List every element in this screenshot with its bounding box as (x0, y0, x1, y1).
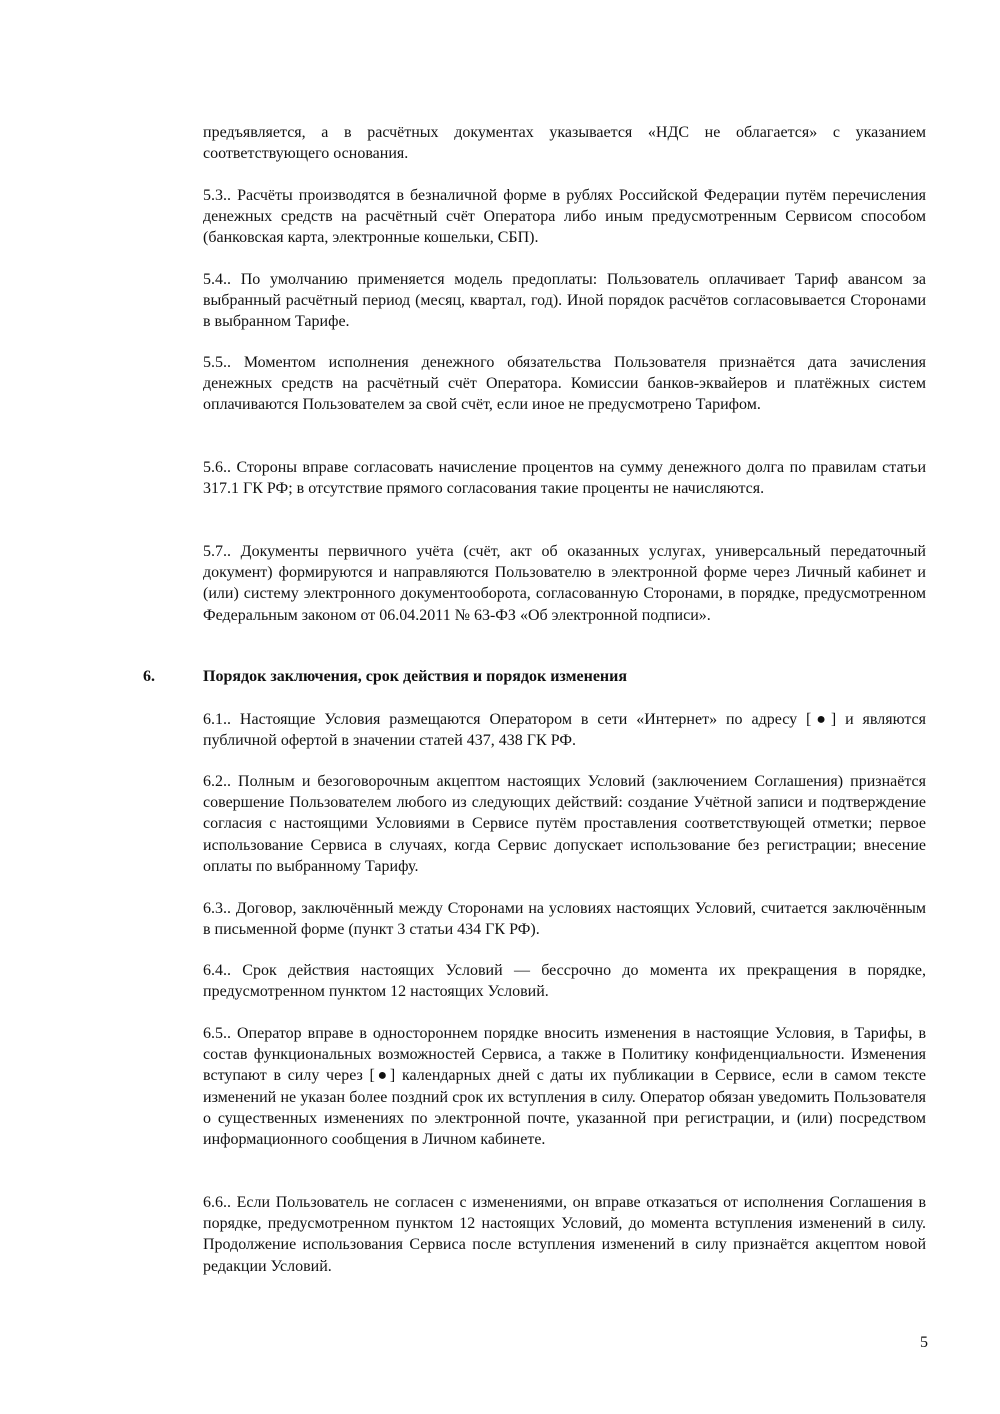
paragraph-5-4: 5.4.. По умолчанию применяется модель предоплаты: Пользователь оплачивает Тариф авансом за выбранный расчётный период (месяц, квартал, год). Иной порядок расчётов согласовывается Сторонами в выбранном Тарифе. (203, 271, 926, 331)
paragraph-6-1: 6.1.. Настоящие Условия размещаются Оператором в сети «Интернет» по адресу [●] и являются публичной офертой в значении статей 437, 438 ГК РФ. (203, 711, 926, 750)
section-title: Порядок заключения, срок действия и порядок изменения (203, 668, 628, 685)
paragraph-continuation: предъявляется, а в расчётных документах указывается «НДС не облагается» с указанием соответствующего основания. (203, 124, 926, 163)
paragraph-6-6: 6.6.. Если Пользователь не согласен с изменениями, он вправе отказаться от исполнения Соглашения в порядке, предусмотренном пунктом 12 настоящих Условий, до момента вступления изменений в силу. Продолжение использования Сервиса после вступления изменений в силу признаётся акцептом новой редакции Условий. (203, 1194, 926, 1275)
section-heading-6 (0, 666, 1000, 688)
paragraph-6-2: 6.2.. Полным и безоговорочным акцептом настоящих Условий (заключением Соглашения) признаётся совершение Пользователем любого из следующих действий: создание Учётной записи и подтверждение согласия с настоящими Условиями в Сервисе путём проставления соответствующей отметки; первое использование Сервиса в случаях, когда Сервис допускает использование без регистрации; внесение оплаты по выбранному Тарифу. (203, 773, 926, 875)
page-number: 5 (920, 1334, 928, 1351)
paragraph-5-3: 5.3.. Расчёты производятся в безналичной форме в рублях Российской Федерации путём перечисления денежных средств на расчётный счёт Оператора либо иным предусмотренным Сервисом способом (банковская карта, электронные кошельки, СБП). (203, 187, 926, 247)
paragraph-6-4: 6.4.. Срок действия настоящих Условий — бессрочно до момента их прекращения в порядке, предусмотренном пунктом 12 настоящих Условий. (203, 962, 926, 1001)
paragraph-5-6: 5.6.. Стороны вправе согласовать начисление процентов на сумму денежного долга по правилам статьи 317.1 ГК РФ; в отсутствие прямого согласования такие проценты не начисляются. (203, 459, 926, 498)
paragraph-6-3: 6.3.. Договор, заключённый между Сторонами на условиях настоящих Условий, считается заключённым в письменной форме (пункт 3 статьи 434 ГК РФ). (203, 900, 926, 939)
paragraph-6-5: 6.5.. Оператор вправе в одностороннем порядке вносить изменения в настоящие Условия, в Тарифы, в состав функциональных возможностей Сервиса, а также в Политику конфиденциальности. Изменения вступают в силу через [●] календарных дней с даты их публикации в Сервисе, если в самом тексте изменений не указан более поздний срок их вступления в силу. Оператор обязан уведомить Пользователя о существенных изменениях по электронной почте, указанной при регистрации, и (или) посредством информационного сообщения в Личном кабинете. (203, 1025, 926, 1149)
section-number: 6. (143, 668, 155, 685)
paragraph-5-5: 5.5.. Моментом исполнения денежного обязательства Пользователя признаётся дата зачисления денежных средств на расчётный счёт Оператора. Комиссии банков-эквайеров и платёжных систем оплачиваются Пользователем за свой счёт, если иное не предусмотрено Тарифом. (203, 354, 926, 414)
paragraph-5-7: 5.7.. Документы первичного учёта (счёт, акт об оказанных услугах, универсальный передаточный документ) формируются и направляются Пользователю в электронной форме через Личный кабинет и (или) систему электронного документооборота, согласованную Сторонами, в порядке, предусмотренном Федеральным законом от 06.04.2011 № 63-ФЗ «Об электронной подписи». (203, 543, 926, 624)
